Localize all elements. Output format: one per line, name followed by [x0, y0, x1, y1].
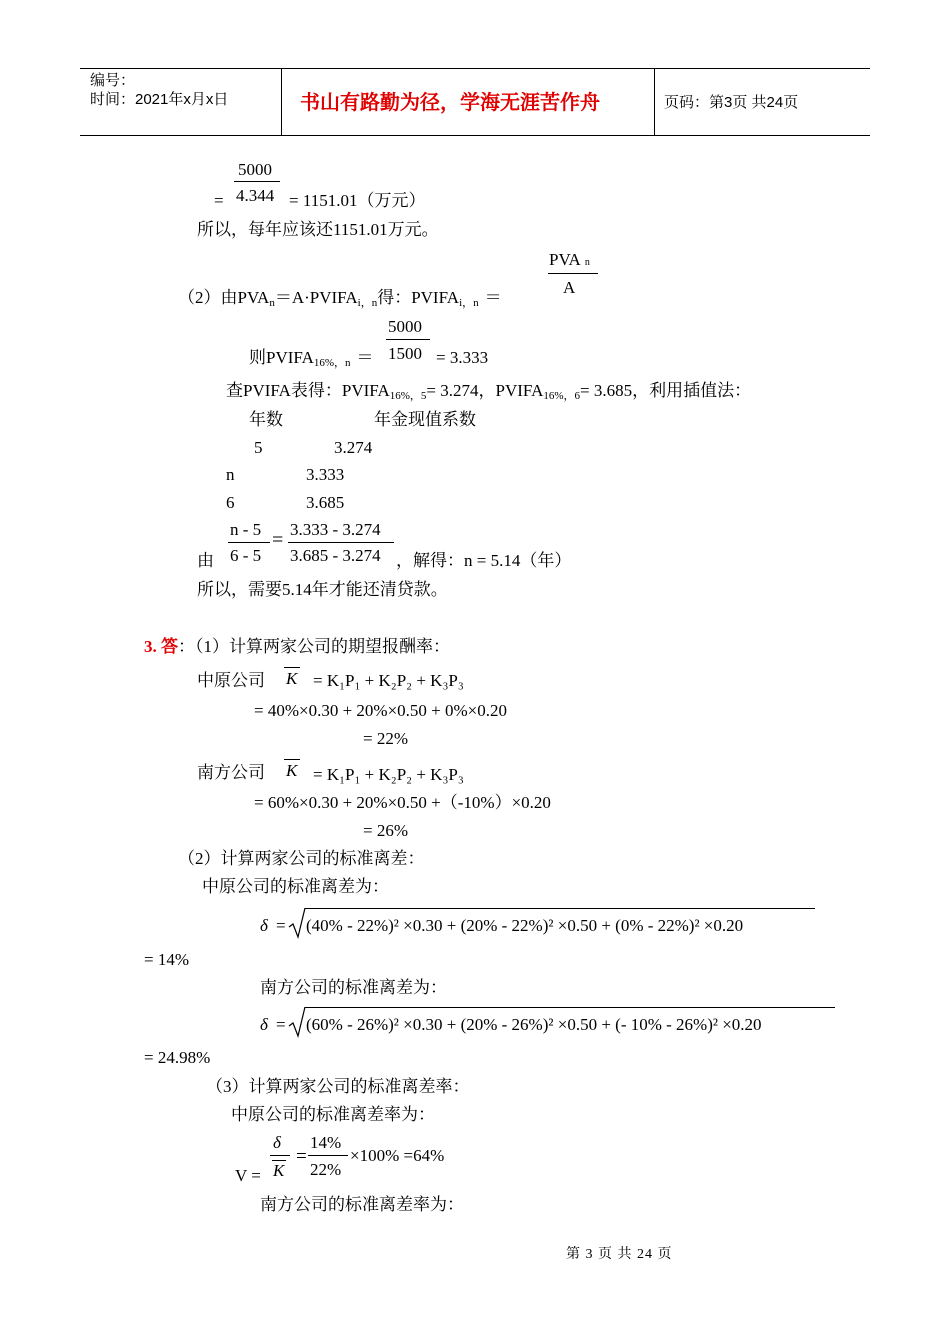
- table-header-years: 年数: [249, 410, 283, 429]
- part2-intro: （2）由$PVA_n=A\cdot PVIFA_{i,n}$得：$PVIFA_{i,n}$ ＝: [178, 288, 502, 309]
- q3-heading: 3. 答：（1）计算两家公司的期望报酬率：: [144, 637, 450, 656]
- s2-title: （2）计算两家公司的标准离差：: [178, 849, 425, 868]
- interp-left-denominator: 6 - 5: [230, 546, 262, 565]
- part2-conclusion: 所以，需要5.14年才能还清贷款。: [197, 580, 448, 599]
- then-frac-bar: [386, 339, 430, 340]
- cv-frac-bar-1: [270, 1155, 290, 1156]
- then-denominator: 1500: [388, 344, 422, 363]
- nf-std-label: 南方公司的标准离差为：: [260, 978, 447, 997]
- interp-left-bar: [228, 542, 270, 543]
- cv-denominator: 22%: [310, 1160, 342, 1179]
- s3-title: （3）计算两家公司的标准离差率：: [206, 1077, 470, 1096]
- zy-expected-result: = 22%: [363, 729, 408, 748]
- pva-frac-bar: [548, 273, 598, 274]
- page-footer: 第 3 页 共 24 页: [566, 1247, 673, 1262]
- header-time-label: 时间：2021年x月x日: [90, 91, 229, 108]
- header-number-label: 编号：: [90, 72, 136, 89]
- kbar-symbol: K: [286, 761, 298, 780]
- kbar-overline: [284, 759, 300, 760]
- frac-denominator: 4.344: [236, 186, 275, 205]
- nf-label: 南方公司: [197, 763, 265, 782]
- nf-expected-calc: = 60%×0.30 + 20%×0.50 +（-10%）×0.20: [254, 793, 551, 812]
- pva-numerator: PVA n: [549, 250, 590, 269]
- then-numerator: 5000: [388, 317, 422, 336]
- nf-std-formula: (60% - 26%)² ×0.30 + (20% - 26%)² ×0.50 + (- 10% - 26%)² ×0.20: [306, 1015, 762, 1034]
- zy-label: 中原公司: [197, 671, 265, 690]
- header-slogan: 书山有路勤为径，学海无涯苦作舟: [300, 92, 600, 114]
- equals-sign: =: [276, 1015, 286, 1034]
- zy-std-label: 中原公司的标准离差为：: [202, 877, 389, 896]
- interp-result: ，解得：n = 5.14（年）: [396, 551, 572, 570]
- kbar-overline: [284, 667, 300, 668]
- sqrt-overline: [305, 1007, 835, 1008]
- interp-left-numerator: n - 5: [230, 520, 262, 539]
- header-page-info: 页码：第3页 共24页: [664, 94, 799, 111]
- kbar-symbol: K: [286, 669, 298, 688]
- frac-numerator: 5000: [238, 160, 272, 179]
- zy-std-result: = 14%: [144, 950, 189, 969]
- delta-symbol: δ: [260, 1015, 268, 1034]
- cv-equals: =: [296, 1146, 307, 1167]
- interp-right-bar: [288, 542, 394, 543]
- cv-kbar: K: [273, 1161, 285, 1180]
- table-row-n: 6: [226, 493, 235, 512]
- interp-right-numerator: 3.333 - 3.274: [290, 520, 381, 539]
- eq-result: = 1151.01（万元）: [289, 191, 426, 210]
- interp-prefix: 由: [197, 551, 214, 570]
- cv-numerator: 14%: [310, 1133, 342, 1152]
- cv-frac-bar-2: [308, 1155, 348, 1156]
- sqrt-overline: [305, 908, 815, 909]
- table-row-n: 5: [254, 438, 263, 457]
- header-divider-left: [281, 68, 282, 135]
- cv-tail: ×100% =64%: [350, 1146, 445, 1165]
- eq-prefix: =: [214, 191, 224, 210]
- header-top-rule: [80, 68, 870, 69]
- frac-bar: [234, 181, 280, 182]
- table-header-coeff: 年金现值系数: [374, 410, 476, 429]
- nf-expected-result: = 26%: [363, 821, 408, 840]
- header-bottom-rule: [80, 135, 870, 136]
- zy-expected-calc: = 40%×0.30 + 20%×0.50 + 0%×0.20: [254, 701, 508, 720]
- then-result: = 3.333: [436, 348, 489, 367]
- header-divider-right: [654, 68, 655, 135]
- expected-formula: = K₁P₁ + K₂P₂ + K₃P₃: [313, 765, 464, 784]
- sqrt-icon: [288, 1006, 306, 1038]
- nf-std-result: = 24.98%: [144, 1048, 211, 1067]
- zy-cv-label: 中原公司的标准离差率为：: [231, 1105, 435, 1124]
- sqrt-icon: [288, 907, 306, 939]
- table-row-v: 3.274: [334, 438, 373, 457]
- cv-prefix: V =: [235, 1166, 261, 1185]
- part1-conclusion: 所以，每年应该还1151.01万元。: [197, 220, 439, 239]
- table-row-v: 3.685: [306, 493, 345, 512]
- zy-std-formula: (40% - 22%)² ×0.30 + (20% - 22%)² ×0.50 + (0% - 22%)² ×0.20: [306, 916, 744, 935]
- table-row-v: 3.333: [306, 465, 345, 484]
- interp-right-denominator: 3.685 - 3.274: [290, 546, 381, 565]
- expected-formula: = K₁P₁ + K₂P₂ + K₃P₃: [313, 671, 464, 690]
- equals-sign: =: [276, 916, 286, 935]
- interp-equals: =: [272, 529, 284, 551]
- table-row-n: n: [226, 465, 235, 484]
- pva-denominator: A: [563, 278, 576, 297]
- cv-delta: δ: [273, 1133, 281, 1152]
- delta-symbol: δ: [260, 916, 268, 935]
- lookup-line: 查PVIFA表得：$PVIFA_{16\%,5}= 3.274$，$PVIFA_{16\%,6}= 3.685$，利用插值法：: [226, 381, 752, 402]
- nf-cv-label: 南方公司的标准离差率为：: [260, 1195, 464, 1214]
- then-line: 则$PVIFA_{16\%,n}$ ＝: [249, 348, 374, 369]
